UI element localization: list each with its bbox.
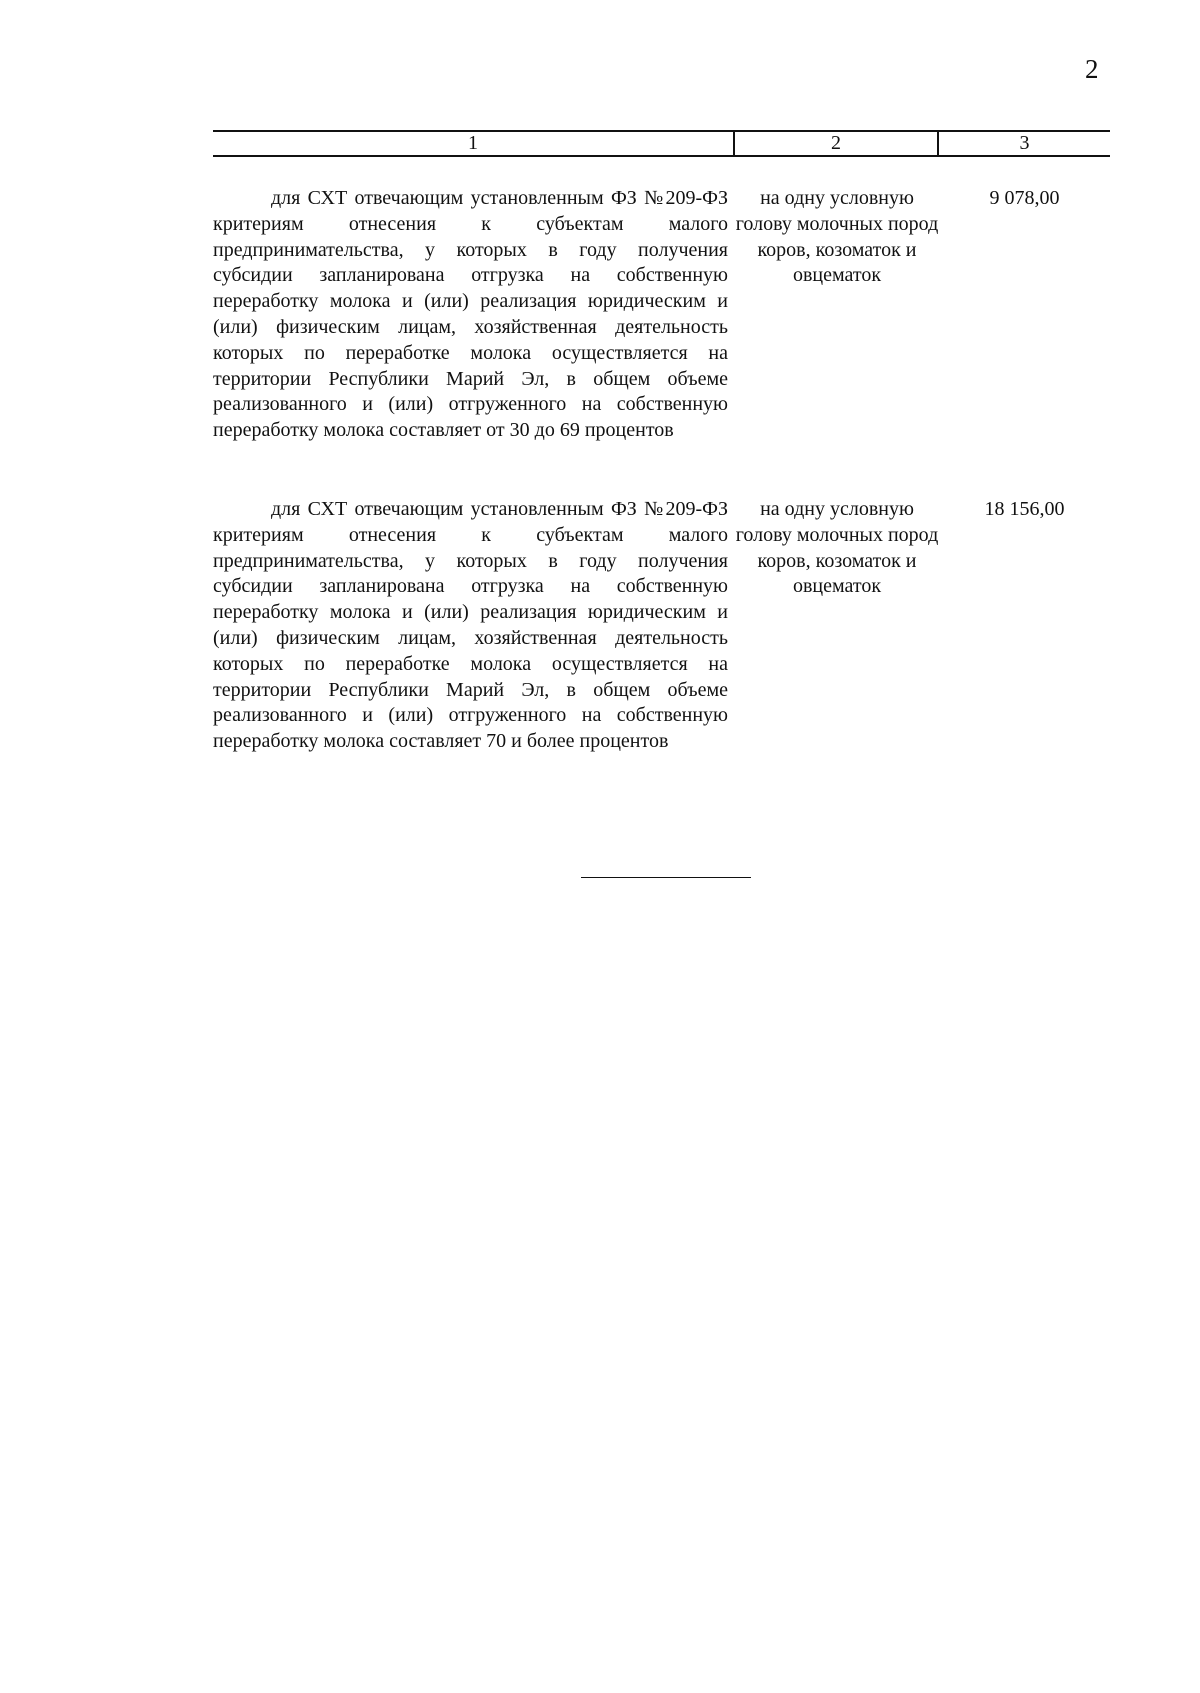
- row-rate: 18 156,00: [984, 498, 1065, 520]
- column-header-2: 2: [735, 132, 939, 155]
- column-header-1: 1: [213, 132, 735, 155]
- row-rate: 9 078,00: [989, 187, 1060, 209]
- page-number: 2: [1085, 54, 1099, 84]
- row-unit: на одну условную голову молочных пород коров, козоматок и овцематок: [735, 187, 939, 287]
- table-header: [213, 130, 1110, 157]
- row-description: для СХТ отвечающим установленным ФЗ №209-ФЗ критериям отнесения к субъектам малого предпринимательства, у которых в году получения субсидии запланирована отгрузка на собственную переработку молока и (или) реализация юридическим и (или) физическим лицам, хозяйственная деятельность которых по переработке молока осуществляется на территории Республики Марий Эл, в общем объеме реализованного и (или) отгруженного на собственную переработку молока составляет от 30 до 69 процентов: [213, 187, 728, 442]
- column-header-3: 3: [1019, 132, 1030, 154]
- row-description: для СХТ отвечающим установленным ФЗ №209-ФЗ критериям отнесения к субъектам малого предпринимательства, у которых в году получения субсидии запланирована отгрузка на собственную переработку молока и (или) реализация юридическим и (или) физическим лицам, хозяйственная деятельность которых по переработке молока осуществляется на территории Республики Марий Эл, в общем объеме реализованного и (или) отгруженного на собственную переработку молока составляет 70 и более процентов: [213, 498, 728, 753]
- end-of-document-line: [581, 877, 751, 878]
- row-unit: на одну условную голову молочных пород коров, козоматок и овцематок: [735, 498, 939, 598]
